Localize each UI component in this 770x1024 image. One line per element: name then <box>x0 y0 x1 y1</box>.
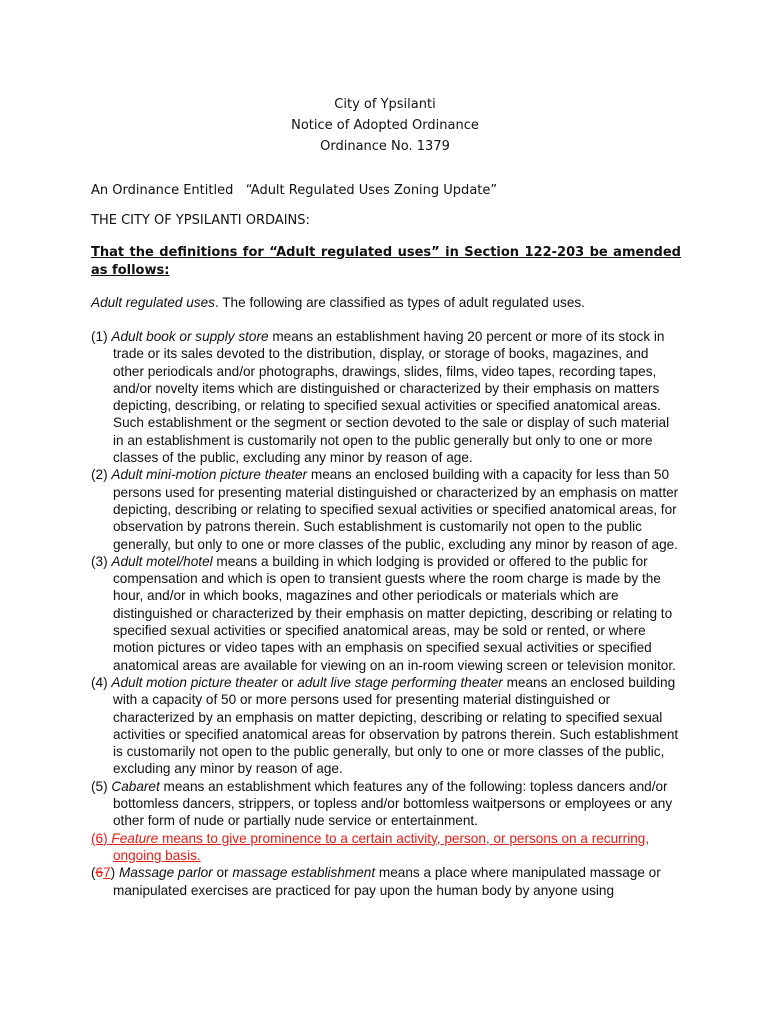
amendment-heading: That the definitions for “Adult regulated uses” in Section 122-203 be amended as follows: <box>91 245 681 278</box>
item-number: (4) <box>91 674 112 690</box>
intro-term: Adult regulated uses <box>91 295 215 310</box>
list-item-inserted <box>91 830 681 865</box>
item-term: Adult motel/hotel <box>111 553 213 569</box>
item-connector: or <box>277 674 298 690</box>
inserted-number: 7 <box>103 865 111 881</box>
definitions-list <box>91 328 681 899</box>
list-item <box>91 328 681 466</box>
item-term: Feature <box>111 830 159 846</box>
city-name: City of Ypsilanti <box>334 97 436 112</box>
item-number: (1) <box>91 329 112 344</box>
item-number: (5) <box>91 778 112 794</box>
item-term: Adult motion picture theater <box>111 674 278 690</box>
list-item <box>91 466 681 552</box>
deleted-number: 6 <box>95 865 104 881</box>
item-term: Cabaret <box>111 778 160 794</box>
item-number: (6) <box>91 830 112 846</box>
list-item <box>91 778 681 830</box>
item-text: means a building in which lodging is provided or offered to the public for compensation and which is open to transient guests where the room charge is made by the hour, and/or in which books, magazines and other periodicals or materials which are distinguished or characterized by their emphasis on matter depicting, describing or relating to specified sexual activities or specified anatomical areas, may be sold or rented, or where motion pictures or video tapes with an emphasis on specified sexual activities or specified anatomical areas are available for viewing on an in-room viewing screen or television monitor. <box>113 553 676 673</box>
notice-title: Notice of Adopted Ordinance <box>291 118 479 133</box>
item-number: (2) <box>91 467 112 483</box>
intro-paragraph <box>91 294 691 311</box>
item-number: (3) <box>91 553 112 569</box>
ordinance-number: Ordinance No. 1379 <box>320 139 450 154</box>
item-term-alt: adult live stage performing theater <box>297 674 503 690</box>
list-item <box>91 674 681 778</box>
item-number-open: ( <box>91 865 96 881</box>
intro-text: . The following are classified as types of adult regulated uses. <box>214 295 585 310</box>
item-term: Adult book or supply store <box>111 329 269 344</box>
item-text: means to give prominence to a certain activity, person, or persons on a recurring, ongoing basis. <box>113 830 650 863</box>
list-item <box>91 864 681 899</box>
item-text: means an establishment having 20 percent or more of its stock in trade or its sales devoted to the distribution, display, or storage of books, magazines, and other periodicals and/or photographs, drawings, slides, films, video tapes, recording tapes, and/or novelty items which are distinguished or characterized by their emphasis on matters depicting, describing, or relating to specified sexual activities or specified anatomical areas. Such establishment or the segment or section devoted to the sale or display of such material in an establishment is customarily not open to the public generally but only to one or more classes of the public, excluding any minor by reason of age. <box>113 329 670 466</box>
item-connector: or <box>212 865 233 881</box>
item-text: means an enclosed building with a capacity for less than 50 persons used for presenting material distinguished or characterized by an emphasis on matter depicting, describing or relating to specified sexual activities or specified anatomical areas, for observation by patrons therein. Such establishment is customarily not open to the public generally, but only to one or more classes of the public, excluding any minor by reason of age. <box>113 467 679 552</box>
item-term: Adult mini-motion picture theater <box>111 467 308 483</box>
item-term: Massage parlor <box>118 865 213 881</box>
ordains-line: THE CITY OF YPSILANTI ORDAINS: <box>91 213 310 228</box>
item-text: means an establishment which features any of the following: topless dancers and/or bottomless dancers, strippers, or topless and/or bottomless waitpersons or employees or any other form of nude or partially nude service or entertainment. <box>113 778 673 829</box>
item-text: means an enclosed building with a capacity of 50 or more persons used for presenting material distinguished or characterized by an emphasis on matter depicting, describing or relating to specified sexual activities or specified anatomical areas for observation by patrons therein. Such establishment is customarily not open to the public generally, but only to one or more classes of the public, excluding any minor by reason of age. <box>113 674 679 777</box>
item-term-alt: massage establishment <box>232 865 376 881</box>
item-text: means a place where manipulated massage or manipulated exercises are practiced for pay upon the human body by anyone using <box>113 865 661 898</box>
list-item <box>91 553 681 674</box>
item-number-close: ) <box>110 865 119 881</box>
document-header <box>0 94 770 157</box>
ordinance-entitled: An Ordinance Entitled “Adult Regulated Uses Zoning Update” <box>91 183 498 198</box>
